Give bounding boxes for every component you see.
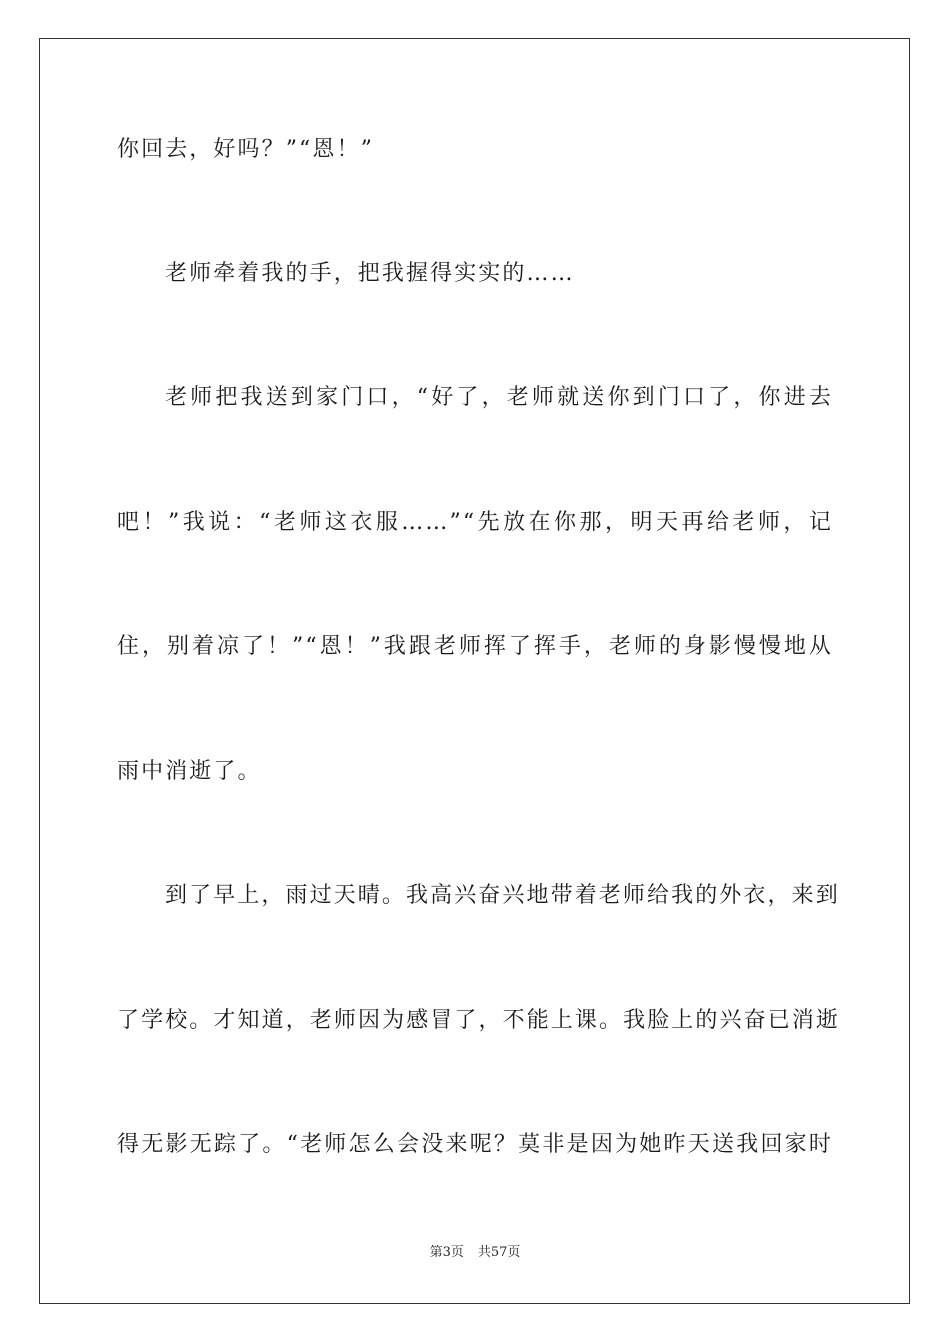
page-number: 第3页 xyxy=(429,1245,464,1260)
text-line: 了学校。才知道，老师因为感冒了，不能上课。我脸上的兴奋已消逝 xyxy=(117,1008,841,1033)
text-line: 你回去，好吗？”“恩！” xyxy=(117,137,374,162)
text-line: 住，别着凉了！”“恩！”我跟老师挥了挥手，老师的身影慢慢地从 xyxy=(117,634,833,659)
text-line: 得无影无踪了。“老师怎么会没来呢？莫非是因为她昨天送我回家时 xyxy=(117,1132,833,1157)
page-border xyxy=(39,38,910,1304)
page-total: 共57页 xyxy=(477,1245,521,1260)
text-line: 雨中消逝了。 xyxy=(117,759,262,784)
text-line: 吧！”我说：“老师这衣服……”“先放在你那，明天再给老师，记 xyxy=(117,510,833,535)
paragraph-line: 到了早上，雨过天晴。我高兴奋兴地带着老师给我的外衣，来到 xyxy=(165,883,840,908)
page-footer xyxy=(0,1244,950,1262)
paragraph-line: 老师把我送到家门口，“好了，老师就送你到门口了，你进去 xyxy=(165,385,833,410)
paragraph-line: 老师牵着我的手，把我握得实实的…… xyxy=(165,261,575,286)
